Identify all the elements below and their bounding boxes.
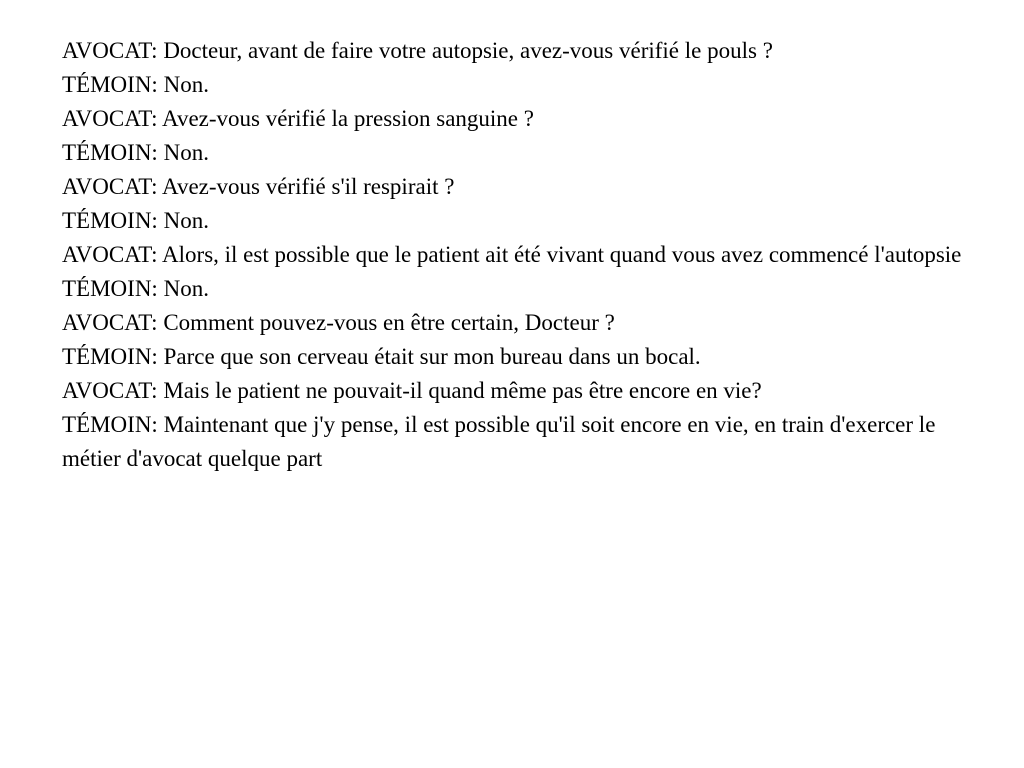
- dialogue-line: [62, 68, 962, 102]
- utterance-text: Avez-vous vérifié la pression sanguine ?: [162, 106, 534, 131]
- utterance-text: Maintenant que j'y pense, il est possible qu'il soit encore en vie, en train d'exercer le métier d'avocat quelque part: [62, 412, 936, 471]
- dialogue-line: [62, 374, 962, 408]
- utterance-text: Parce que son cerveau était sur mon bureau dans un bocal.: [163, 344, 701, 369]
- speaker-label: TÉMOIN:: [62, 344, 158, 369]
- dialogue-line: [62, 340, 962, 374]
- speaker-label: AVOCAT:: [62, 38, 158, 63]
- speaker-label: AVOCAT:: [62, 174, 158, 199]
- dialogue-line: [62, 238, 962, 272]
- dialogue-transcript: [62, 34, 962, 476]
- utterance-text: Comment pouvez-vous en être certain, Docteur ?: [163, 310, 615, 335]
- dialogue-line: [62, 272, 962, 306]
- speaker-label: TÉMOIN:: [62, 412, 158, 437]
- speaker-label: AVOCAT:: [62, 378, 158, 403]
- speaker-label: TÉMOIN:: [62, 276, 158, 301]
- dialogue-line: [62, 34, 962, 68]
- utterance-text: Mais le patient ne pouvait-il quand même pas être encore en vie?: [163, 378, 762, 403]
- speaker-label: AVOCAT:: [62, 310, 158, 335]
- speaker-label: TÉMOIN:: [62, 208, 158, 233]
- dialogue-line: [62, 136, 962, 170]
- utterance-text: Avez-vous vérifié s'il respirait ?: [162, 174, 455, 199]
- utterance-text: Docteur, avant de faire votre autopsie, avez-vous vérifié le pouls ?: [163, 38, 773, 63]
- speaker-label: TÉMOIN:: [62, 140, 158, 165]
- dialogue-line: [62, 170, 962, 204]
- dialogue-line: [62, 204, 962, 238]
- utterance-text: Non.: [163, 140, 209, 165]
- speaker-label: TÉMOIN:: [62, 72, 158, 97]
- utterance-text: Non.: [163, 208, 209, 233]
- dialogue-line: [62, 102, 962, 136]
- dialogue-line: [62, 306, 962, 340]
- utterance-text: Non.: [163, 276, 209, 301]
- utterance-text: Non.: [163, 72, 209, 97]
- utterance-text: Alors, il est possible que le patient ait été vivant quand vous avez commencé l'autopsie: [162, 242, 962, 267]
- dialogue-line: [62, 408, 962, 476]
- speaker-label: AVOCAT:: [62, 242, 158, 267]
- speaker-label: AVOCAT:: [62, 106, 158, 131]
